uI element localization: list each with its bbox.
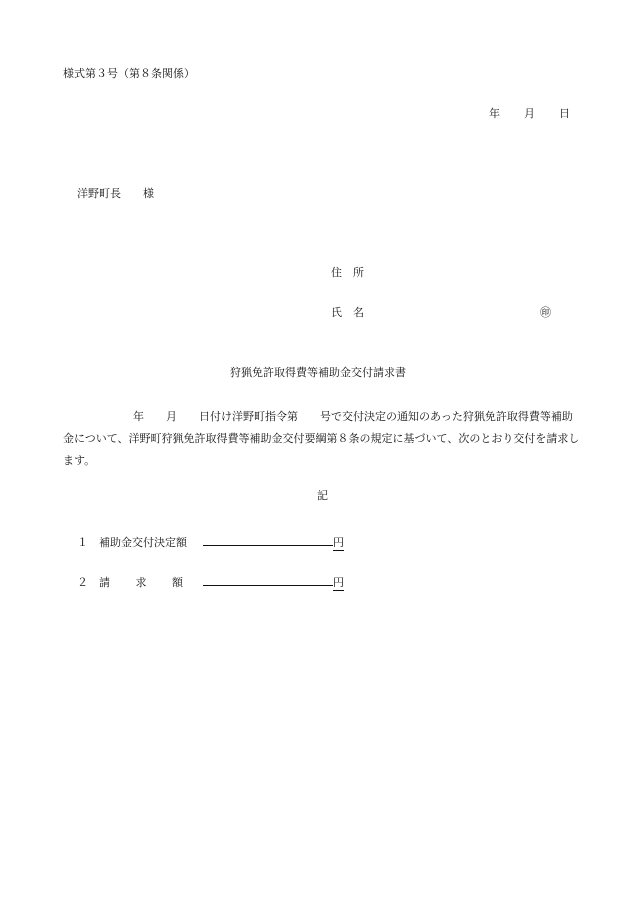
- body-text-part-1: 日付け洋野町指令第: [199, 410, 298, 423]
- item-number: ２: [77, 576, 88, 589]
- date-line: [489, 108, 570, 119]
- yen-unit: 円: [333, 576, 344, 589]
- date-month-label: 月: [524, 107, 535, 120]
- addressee: [77, 188, 154, 199]
- body-paragraph: [63, 406, 583, 472]
- name-label-char-2: 名: [353, 306, 364, 319]
- form-number: 様式第３号（第８条関係）: [63, 67, 195, 80]
- date-year-label: 年: [489, 107, 500, 120]
- address-label-char-1: 住: [331, 266, 342, 279]
- body-text-part-2: 号で交付決定の通知のあった狩猟免許取得費等補助金について、洋野町狩猟免許取得費等補助金交付要綱第８条の規定に基づいて、次のとおり交付を請求します。: [63, 410, 580, 467]
- addressee-honorific: 様: [143, 187, 154, 200]
- seal-mark: ㊞: [540, 306, 551, 319]
- body-month-label: 月: [166, 410, 177, 423]
- addressee-name: 洋野町長: [77, 187, 121, 200]
- applicant-address-label: [331, 267, 364, 278]
- name-label-char-1: 氏: [331, 306, 342, 319]
- item-label: 補助金交付決定額: [99, 536, 187, 549]
- amount-field[interactable]: [203, 571, 333, 586]
- item-label: [99, 577, 183, 588]
- item-number: １: [77, 536, 88, 549]
- item-label-char: 額: [172, 576, 183, 589]
- yen-unit: 円: [333, 536, 344, 549]
- document-title: 狩猟免許取得費等補助金交付請求書: [230, 366, 406, 379]
- date-day-label: 日: [559, 107, 570, 120]
- item-requested-amount: [77, 571, 344, 591]
- amount-field[interactable]: [203, 531, 333, 546]
- body-year-label: 年: [133, 410, 144, 423]
- ki-heading: 記: [317, 489, 328, 502]
- item-decided-amount: [77, 531, 344, 551]
- item-label-char: 請: [99, 576, 110, 589]
- applicant-name-label: [331, 307, 364, 318]
- item-label-char: 求: [135, 576, 147, 589]
- address-label-char-2: 所: [353, 266, 364, 279]
